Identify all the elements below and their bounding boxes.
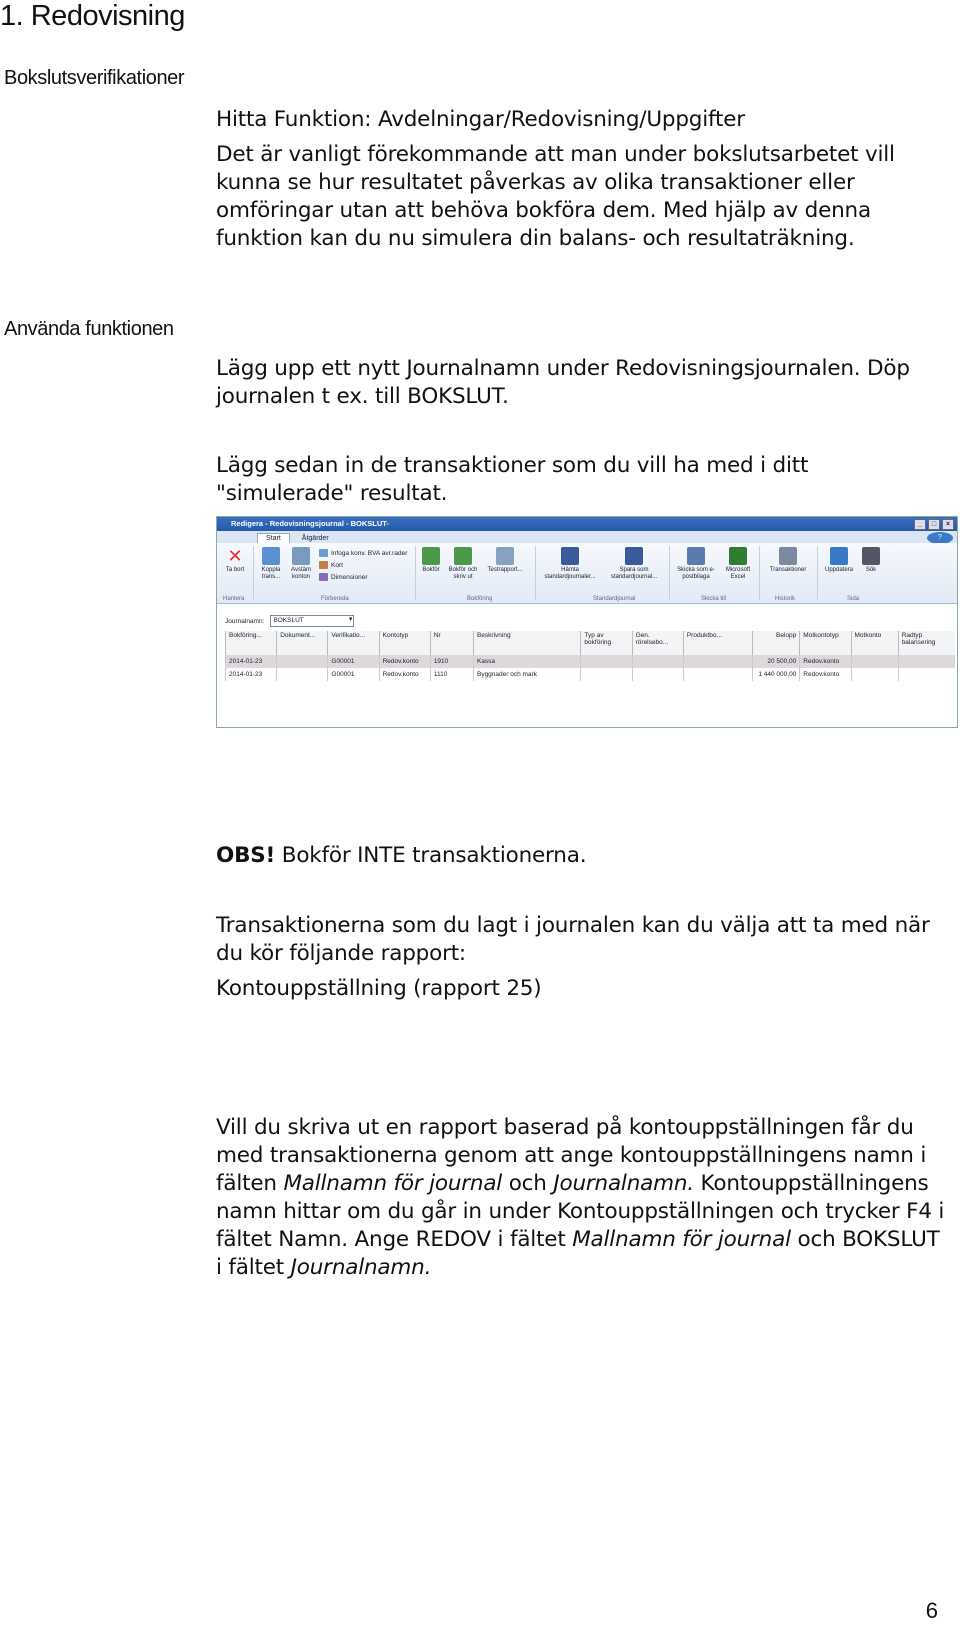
grid-header-row [226, 631, 956, 655]
cell[interactable] [851, 655, 898, 668]
obs-text: Bokför INTE transaktionerna. [275, 843, 587, 868]
cell[interactable]: Kassa [473, 655, 580, 668]
cell[interactable]: 1910 [430, 655, 473, 668]
journal-name-field[interactable]: BOKSLUT ▾ [270, 615, 354, 627]
minimize-icon[interactable]: _ [914, 519, 926, 530]
refresh-icon [830, 547, 848, 565]
close-icon[interactable]: × [942, 519, 954, 530]
fetch-icon [561, 547, 579, 565]
column-header[interactable]: Radtyp balansering [898, 631, 955, 655]
paragraph-trans-journal: Transaktionerna som du lagt i journalen kan du välja att ta med när du kör följande rapport: [216, 913, 930, 966]
link-icon [262, 547, 280, 565]
cell[interactable]: Byggnader och mark [473, 668, 580, 681]
paragraph-lagg-upp: Lägg upp ett nytt Journalnamn under Redovisningsjournalen. Döp journalen t ex. till BOKSLUT. [216, 356, 910, 409]
column-header[interactable]: Belopp [753, 631, 800, 655]
page-number: 6 [925, 1598, 938, 1623]
save-standard-journal-button[interactable]: Spara som standardjournal... [603, 547, 665, 581]
cell[interactable] [898, 668, 955, 681]
cell[interactable] [683, 655, 752, 668]
report-icon [496, 547, 514, 565]
reconcile-accounts-button[interactable]: Avstäm konton [287, 547, 315, 581]
column-header[interactable]: Gen. rörelsebo... [632, 631, 683, 655]
paragraph-intro: Det är vanligt förekommande att man under bokslutsarbetet vill kunna se hur resultatet påverkas av olika transaktioner eller omföringar utan att behöva bokföra dem. Med hjälp av denna funktion kan du nu simulera din balans- och resultaträkning. [216, 142, 895, 251]
window-titlebar [217, 517, 957, 531]
column-header[interactable]: Bokföring... [226, 631, 277, 655]
journal-window-screenshot [216, 516, 958, 728]
send-email-button[interactable]: Skicka som e-postbilaga [673, 547, 719, 581]
cell[interactable]: G00001 [328, 668, 379, 681]
table-row[interactable] [226, 655, 956, 668]
column-header[interactable]: Beskrivning [473, 631, 580, 655]
group-skicka-till: Skicka till [701, 596, 727, 602]
tab-atgarder[interactable]: Åtgärder [301, 535, 329, 542]
cell[interactable]: Redov.konto [379, 655, 430, 668]
test-report-button[interactable]: Testrapport... [483, 547, 527, 574]
cell[interactable] [851, 668, 898, 681]
maximize-icon[interactable]: □ [928, 519, 940, 530]
delete-button[interactable]: ✕ Ta bort [225, 546, 245, 573]
help-icon[interactable]: ? [927, 532, 953, 544]
search-button[interactable]: Sök [859, 547, 883, 574]
group-hantera: Hantera [223, 596, 245, 602]
column-header[interactable]: Dokument... [277, 631, 328, 655]
cell[interactable]: Redov.konto [800, 668, 851, 681]
cell[interactable]: 1 440 000,00 [753, 668, 800, 681]
cell[interactable]: 2014-01-23 [226, 668, 277, 681]
obs-label: OBS! [216, 843, 276, 868]
transactions-button[interactable]: Transaktioner [763, 547, 813, 574]
window-title: Redigera - Redovisningsjournal - BOKSLUT- [231, 519, 389, 528]
tab-start[interactable]: Start [257, 533, 290, 543]
side-label-anvanda: Använda funktionen [4, 318, 174, 340]
cell[interactable]: Redov.konto [800, 655, 851, 668]
email-icon [687, 547, 705, 565]
transactions-icon [779, 547, 797, 565]
journal-name-row [225, 615, 354, 627]
insert-icon [319, 549, 328, 557]
cell[interactable] [632, 655, 683, 668]
cell[interactable] [632, 668, 683, 681]
post-print-button[interactable]: Bokför och skriv ut [447, 547, 479, 581]
column-header[interactable]: Nr [430, 631, 473, 655]
paragraph-obs [216, 842, 946, 870]
paragraph-kontouppstallning: Kontouppställning (rapport 25) [216, 976, 542, 1001]
post-button[interactable]: Bokför [419, 547, 443, 574]
cell[interactable]: 20 500,00 [753, 655, 800, 668]
cell[interactable]: 1110 [430, 668, 473, 681]
post-icon [422, 547, 440, 565]
cell[interactable]: Redov.konto [379, 668, 430, 681]
paragraph-lagg-sedan: Lägg sedan in de transaktioner som du vill ha med i ditt "simulerade" resultat. [216, 453, 809, 506]
fetch-standard-journals-button[interactable]: Hämta standardjournaler... [539, 547, 601, 581]
cell[interactable] [277, 655, 328, 668]
dimensions-button[interactable]: Dimensioner [319, 573, 368, 581]
post-print-icon [454, 547, 472, 565]
journal-name-label: Journalnamn: [225, 617, 265, 625]
page-heading: 1. Redovisning [0, 0, 185, 32]
cell[interactable] [683, 668, 752, 681]
refresh-button[interactable]: Uppdatera [821, 547, 857, 574]
search-icon [862, 547, 880, 565]
cell[interactable]: G00001 [328, 655, 379, 668]
card-button[interactable]: Kort [319, 561, 343, 569]
cell[interactable] [581, 668, 632, 681]
cell[interactable] [581, 655, 632, 668]
paragraph-vill: Vill du skriva ut en rapport baserad på kontouppställningen får du med transaktionerna genom att ange kontouppställningens namn i fälten Mallnamn för journal och Journalnamn. Kontouppställningens namn hittar om du går in under Kontouppställningen och trycker F4 i fältet Namn. Ange REDOV i fältet Mallnamn för journal och BOKSLUT i fältet Journalnamn. [216, 1115, 945, 1280]
excel-button[interactable]: Microsoft Excel [721, 547, 755, 581]
link-transactions-button[interactable]: Koppla trans... [257, 547, 285, 581]
table-row[interactable] [226, 668, 956, 681]
column-header[interactable]: Produktbo... [683, 631, 752, 655]
ribbon [217, 543, 957, 604]
column-header[interactable]: Typ av bokföring [581, 631, 632, 655]
group-standardjournal: Standardjournal [593, 596, 636, 602]
insert-bva-button[interactable]: Infoga konv. BVA avr.rader [319, 549, 407, 557]
column-header[interactable]: Motkontotyp [800, 631, 851, 655]
excel-icon [729, 547, 747, 565]
cell[interactable]: 2014-01-23 [226, 655, 277, 668]
window-controls [914, 519, 954, 530]
dimensions-icon [319, 573, 328, 581]
group-historik: Historik [775, 596, 796, 602]
column-header[interactable]: Kontotyp [379, 631, 430, 655]
group-sida: Sida [847, 596, 860, 602]
save-icon [625, 547, 643, 565]
group-forbereda: Förbereda [321, 596, 349, 602]
side-label-bokslut: Bokslutsverifikationer [4, 67, 185, 89]
column-header[interactable]: Motkonto [851, 631, 898, 655]
journal-lines-grid [225, 631, 955, 681]
column-header[interactable]: Verifikatio... [328, 631, 379, 655]
paragraph-hitta: Hitta Funktion: Avdelningar/Redovisning/Uppgifter [216, 107, 745, 132]
cell[interactable] [898, 655, 955, 668]
delete-icon: ✕ [227, 546, 243, 566]
ribbon-tabs [217, 531, 957, 543]
group-bokforing: Bokföring [467, 596, 493, 602]
card-icon [319, 561, 328, 569]
reconcile-icon [292, 547, 310, 565]
cell[interactable] [277, 668, 328, 681]
